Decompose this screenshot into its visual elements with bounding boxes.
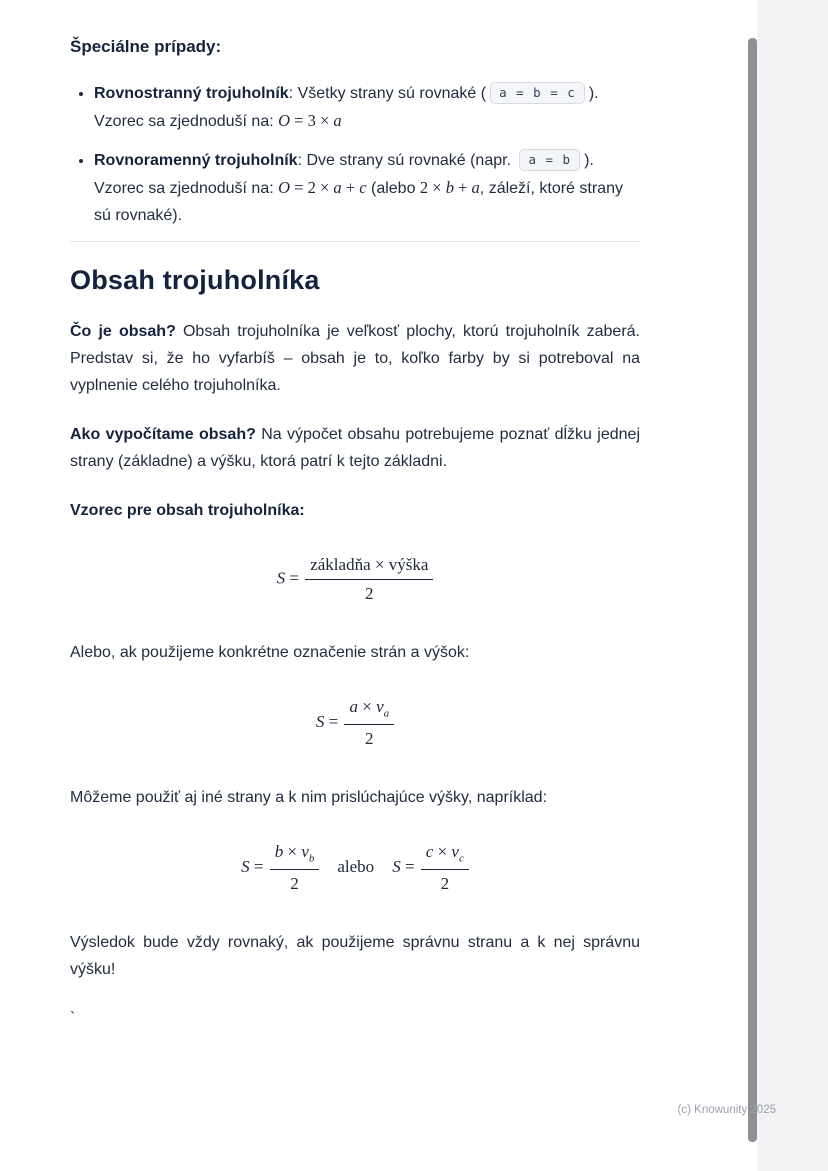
bullet-text: ). <box>584 152 594 169</box>
special-cases-list <box>70 80 640 229</box>
math-var: v <box>451 841 459 861</box>
math-subscript: a <box>383 707 390 720</box>
math-op: = <box>285 568 304 588</box>
bullet-text: (alebo <box>366 180 420 197</box>
paragraph-lead: Čo je obsah? <box>70 323 176 340</box>
math-op: 2 × <box>419 178 446 197</box>
bullet-text: : Všetky strany sú rovnaké ( <box>288 85 487 102</box>
paragraph-lead: Ako vypočítame obsah? <box>70 426 256 443</box>
scrollbar-thumb[interactable] <box>748 38 757 1142</box>
math-subscript: c <box>458 852 464 865</box>
math-var: a <box>333 178 342 197</box>
formula-intro-label: Vzorec pre obsah trojuholníka: <box>70 502 305 519</box>
bullet-line <box>94 147 640 174</box>
math-var: a <box>349 697 358 717</box>
math-op: × <box>283 841 302 861</box>
list-item-equilateral <box>94 80 640 135</box>
bullet-text: ). <box>588 85 599 102</box>
bullet-term: Rovnostranný trojuholník <box>94 85 289 102</box>
inline-formula <box>420 178 480 197</box>
right-gutter <box>757 0 828 1171</box>
paragraph-how-to-compute <box>70 421 640 475</box>
formula-area-va <box>70 696 640 750</box>
math-var: O <box>278 111 291 130</box>
fraction-numerator <box>421 841 469 870</box>
bullet-text: : Dve strany sú rovnaké (napr. <box>297 152 516 169</box>
math-op: = 3 × <box>290 111 334 130</box>
math-op: × <box>433 841 452 861</box>
math-op: = 2 × <box>290 178 334 197</box>
math-var: a <box>333 111 342 130</box>
section-divider <box>70 241 640 242</box>
fraction-denominator: 2 <box>290 873 299 893</box>
bullet-line <box>94 107 640 135</box>
math-var: b <box>274 841 284 861</box>
code-chip: a = b <box>519 149 580 171</box>
paragraph-other-sides: Môžeme použiť aj iné strany a k nim prislúchajúce výšky, napríklad: <box>70 788 548 806</box>
bullet-term: Rovnoramenný trojuholník <box>94 152 298 169</box>
fraction-denominator: 2 <box>365 728 374 748</box>
math-op: × <box>357 697 377 717</box>
paragraph-text: Obsah trojuholníka je veľkosť plochy, ktorú trojuholník zaberá. Predstav si, že ho vyfarbíš – obsah je to, koľko farby by si potreboval na vyplnenie celého trojuholníka. <box>70 323 640 394</box>
math-var: c <box>425 841 434 861</box>
code-chip: a = b = c <box>490 82 585 104</box>
bullet-line <box>94 80 640 107</box>
fraction-numerator: základňa × výška <box>305 554 433 580</box>
fraction <box>305 554 433 605</box>
math-var: S <box>392 856 401 876</box>
footer-copyright: (c) Knowunity 2025 <box>677 1104 776 1116</box>
special-cases-heading: Špeciálne prípady: <box>70 37 222 56</box>
document-content <box>70 36 640 1032</box>
formula-label: Vzorec sa zjednoduší na: <box>94 180 279 197</box>
math-op: = <box>324 711 343 731</box>
paragraph-conclusion: Výsledok bude vždy rovnaký, ak použijeme správnu stranu a k nej správnu výšku! <box>70 933 640 978</box>
fraction <box>421 841 469 895</box>
list-item-isosceles <box>94 147 640 229</box>
math-var: c <box>359 178 367 197</box>
math-op: + <box>453 178 472 197</box>
fraction-denominator: 2 <box>440 873 450 893</box>
math-op: = <box>400 856 419 876</box>
fraction <box>270 841 320 895</box>
paragraph-what-is-area <box>70 318 640 399</box>
math-op: = <box>249 856 268 876</box>
math-var: b <box>445 178 454 197</box>
stray-backtick: ` <box>70 1009 76 1027</box>
fraction <box>344 696 394 750</box>
paragraph-alternative-notation: Alebo, ak použijeme konkrétne označenie strán a výšok: <box>70 644 470 662</box>
section-heading: Obsah trojuholníka <box>70 265 320 295</box>
formula-area-vb-vc <box>70 841 640 895</box>
math-subscript: b <box>308 852 315 865</box>
inline-formula <box>278 111 342 130</box>
fraction-numerator <box>270 841 320 870</box>
math-var: S <box>315 711 325 731</box>
math-var: v <box>376 697 384 717</box>
math-var: a <box>471 178 480 197</box>
math-var: S <box>276 568 286 588</box>
inline-formula <box>278 178 366 197</box>
formula-connector: alebo <box>337 856 375 876</box>
formula-area-base <box>70 554 640 605</box>
math-var: S <box>241 856 250 876</box>
math-var: v <box>301 841 309 861</box>
math-op: + <box>341 178 360 197</box>
math-var: O <box>278 178 291 197</box>
fraction-numerator <box>344 696 394 725</box>
paragraph-text: Na výpočet obsahu potrebujeme poznať dĺžku jednej strany (základne) a výšku, ktorá patrí k tejto základni. <box>70 426 640 470</box>
bullet-line <box>94 174 640 229</box>
fraction-denominator: 2 <box>365 584 374 604</box>
formula-label: Vzorec sa zjednoduší na: <box>94 113 279 130</box>
bullet-text: , záleží, ktoré strany sú rovnaké). <box>94 180 623 224</box>
